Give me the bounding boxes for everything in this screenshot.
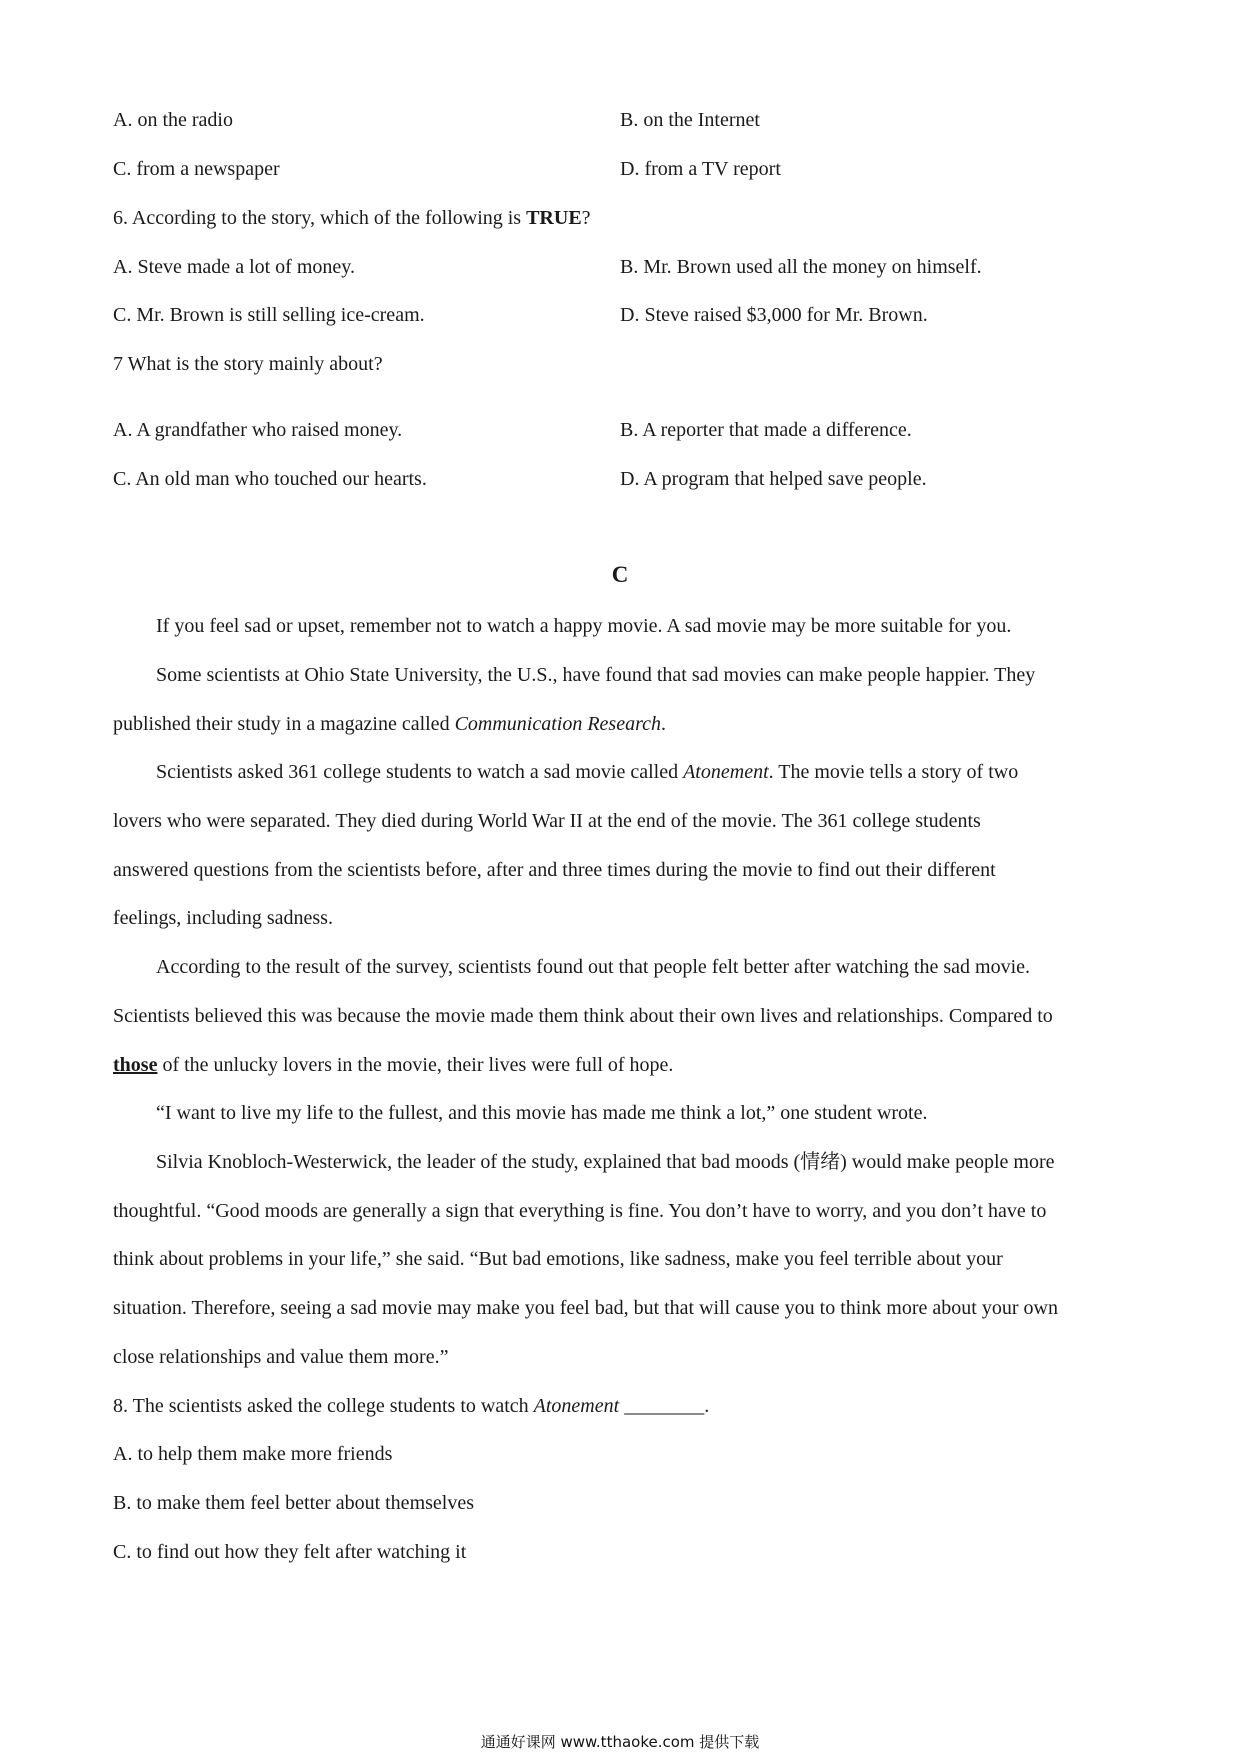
q7-stem: 7 What is the story mainly about? [113, 353, 383, 375]
passage-paragraph-6-line-1: Silvia Knobloch-Westerwick, the leader of the study, explained that bad moods (情绪) would make people more [156, 1151, 1055, 1173]
q6-option-a: A. Steve made a lot of money. [113, 256, 355, 278]
passage-paragraph-5: “I want to live my life to the fullest, and this movie has made me think a lot,” one student wrote. [156, 1102, 928, 1124]
q6-stem-end: ? [581, 207, 591, 229]
q5-option-a: A. on the radio [113, 109, 233, 131]
q6-stem [113, 206, 591, 230]
passage-paragraph-3-line-1 [156, 760, 1018, 784]
underlined-word: those [113, 1054, 158, 1076]
q5-option-d: D. from a TV report [620, 158, 781, 180]
p2-end: . [661, 713, 667, 735]
passage-paragraph-4-line-2: Scientists believed this was because the movie made them think about their own lives and relationships. Compared to [113, 1005, 1053, 1027]
q6-option-c: C. Mr. Brown is still selling ice-cream. [113, 304, 425, 326]
q7-option-a: A. A grandfather who raised money. [113, 419, 403, 441]
q8-blank: ________. [619, 1395, 710, 1417]
q7-option-b: B. A reporter that made a difference. [620, 419, 912, 441]
q5-option-b: B. on the Internet [620, 109, 760, 131]
passage-paragraph-3-line-3: answered questions from the scientists before, after and three times during the movie to find out their different [113, 859, 996, 881]
q8-option-a: A. to help them make more friends [113, 1443, 393, 1465]
passage-paragraph-1: If you feel sad or upset, remember not to watch a happy movie. A sad movie may be more suitable for you. [156, 615, 1012, 637]
section-heading: C [611, 562, 629, 587]
magazine-title: Communication Research [454, 713, 662, 735]
q6-option-d: D. Steve raised $3,000 for Mr. Brown. [620, 304, 928, 326]
p3-text-end: . The movie tells a story of two [768, 761, 1019, 783]
q7-option-d: D. A program that helped save people. [620, 468, 927, 490]
passage-paragraph-6-line-3: think about problems in your life,” she said. “But bad emotions, like sadness, make you feel terrible about your [113, 1248, 1003, 1270]
movie-title: Atonement [683, 761, 769, 783]
passage-paragraph-2-line-2 [113, 712, 666, 736]
passage-paragraph-6-line-4: situation. Therefore, seeing a sad movie may make you feel bad, but that will cause you to think more about your own [113, 1297, 1058, 1319]
q8-movie-title: Atonement [533, 1395, 620, 1417]
passage-paragraph-6-line-5: close relationships and value them more.” [113, 1346, 449, 1368]
q6-option-b: B. Mr. Brown used all the money on himself. [620, 256, 982, 278]
p2-text: published their study in a magazine called [113, 713, 455, 735]
passage-paragraph-3-line-2: lovers who were separated. They died during World War II at the end of the movie. The 361 college students [113, 810, 981, 832]
q8-option-b: B. to make them feel better about themselves [113, 1492, 474, 1514]
passage-paragraph-4-line-1: According to the result of the survey, scientists found out that people felt better after watching the sad movie. [156, 956, 1031, 978]
q7-option-c: C. An old man who touched our hearts. [113, 468, 427, 490]
footer-source: 通通好课网 www.tthaoke.com 提供下载 [480, 1733, 760, 1751]
q6-stem-text: 6. According to the story, which of the following is [113, 207, 527, 229]
passage-paragraph-2-line-1: Some scientists at Ohio State University, the U.S., have found that sad movies can make people happier. They [156, 664, 1036, 686]
passage-paragraph-4-line-3 [113, 1053, 673, 1077]
q8-stem-text: 8. The scientists asked the college students to watch [113, 1395, 534, 1417]
q5-option-c: C. from a newspaper [113, 158, 280, 180]
passage-paragraph-3-line-4: feelings, including sadness. [113, 907, 333, 929]
q6-stem-emphasis: TRUE [526, 207, 582, 229]
passage-paragraph-6-line-2: thoughtful. “Good moods are generally a sign that everything is fine. You don’t have to worry, and you don’t have to [113, 1200, 1047, 1222]
p3-text: Scientists asked 361 college students to watch a sad movie called [156, 761, 684, 783]
p4-text-end: of the unlucky lovers in the movie, their lives were full of hope. [157, 1054, 674, 1076]
q8-stem [113, 1394, 709, 1418]
q8-option-c: C. to find out how they felt after watching it [113, 1541, 467, 1563]
